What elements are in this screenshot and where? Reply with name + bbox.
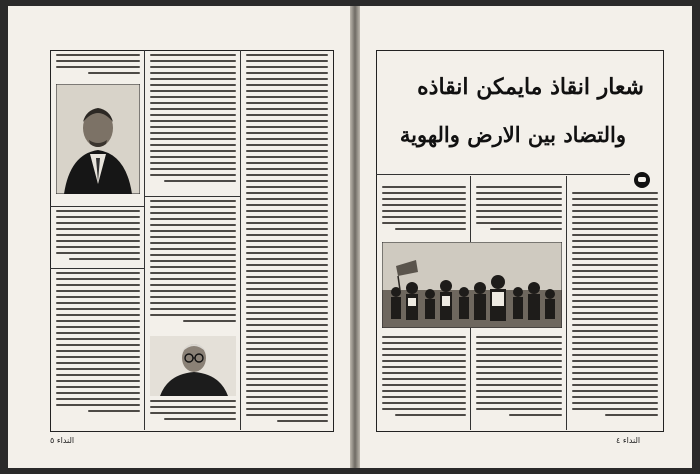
left-page: [8, 6, 350, 468]
text-column: [150, 400, 236, 426]
text-column: [382, 186, 466, 236]
portrait-photo-top: [56, 84, 140, 194]
text-column: [56, 272, 140, 422]
text-column: [572, 192, 658, 424]
text-column: [56, 54, 140, 82]
article-subheadline: والتضاد بين الارض والهوية: [399, 122, 626, 147]
section-divider: [50, 268, 144, 269]
text-column: [150, 54, 236, 194]
magazine-logo-icon: [634, 172, 650, 188]
column-divider: [144, 50, 145, 430]
text-column: [246, 54, 328, 426]
crowd-photo: [382, 242, 562, 328]
crowd-gathering-photo: [382, 242, 562, 328]
column-divider: [566, 176, 567, 430]
column-divider: [240, 50, 241, 430]
portrait-man-glasses: [150, 336, 236, 396]
page-number-left: النداء ٥: [50, 436, 75, 445]
page-gutter: [350, 6, 360, 468]
section-divider: [144, 196, 240, 197]
article-headline: شعار انقاذ مايمكن انقاذه: [417, 74, 644, 100]
text-column: [382, 336, 466, 426]
section-divider: [50, 206, 144, 207]
text-column: [150, 200, 236, 332]
right-page: [360, 6, 692, 468]
portrait-photo-bottom: [150, 336, 236, 396]
section-divider: [376, 174, 630, 175]
text-column: [476, 186, 562, 236]
text-column: [56, 210, 140, 266]
page-number-right: النداء ٤: [616, 436, 641, 445]
text-column: [476, 336, 562, 426]
magazine-spread: [8, 6, 692, 468]
portrait-man-suit: [56, 84, 140, 194]
